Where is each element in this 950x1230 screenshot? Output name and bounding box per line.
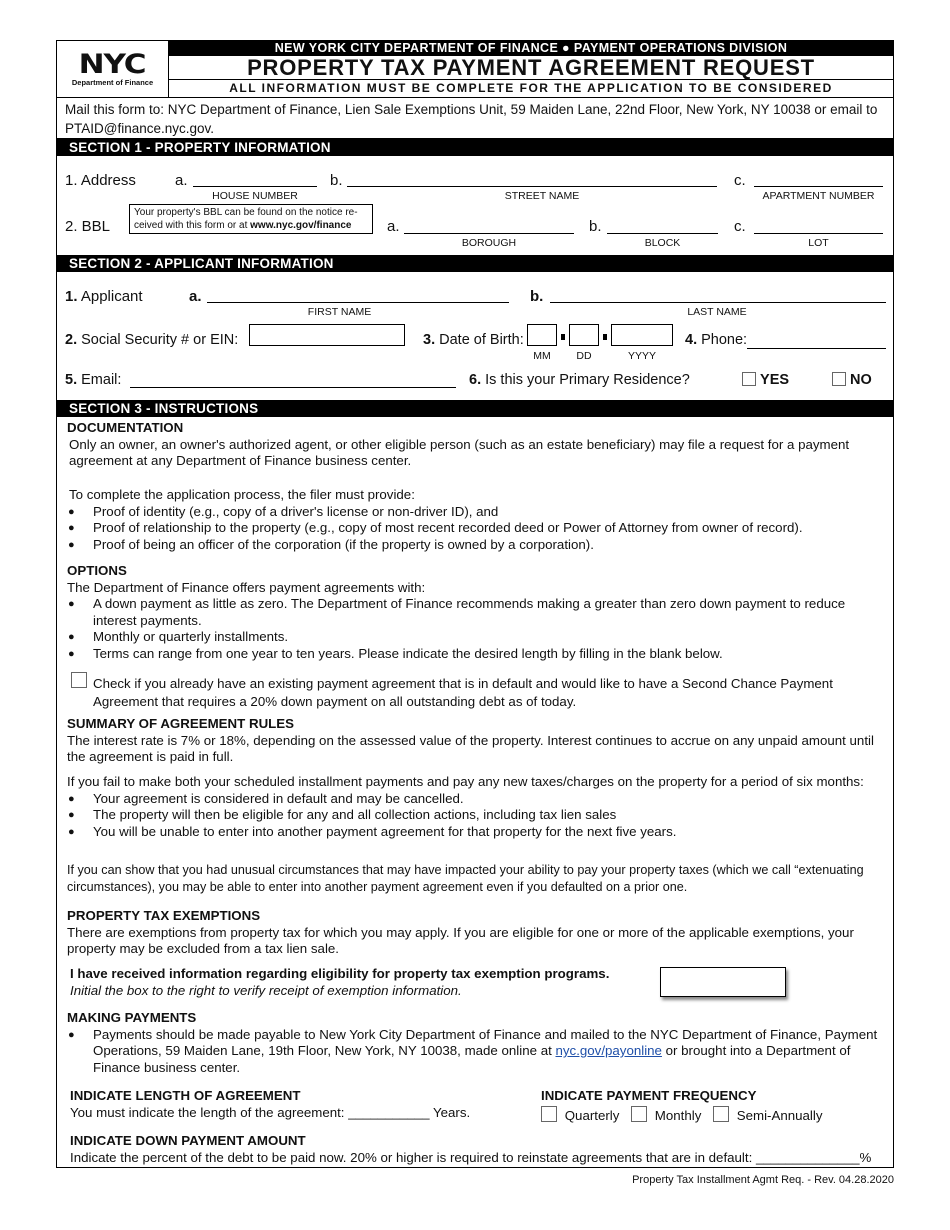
summary-text: The interest rate is 7% or 18%, depending on the assessed value of the property. Interest continues to accrue on any unpaid amount until the agreement is paid in full.	[67, 732, 874, 764]
dob-number: 3.	[423, 332, 436, 348]
section-1-body	[57, 156, 893, 255]
exemptions-text: There are exemptions from property tax for which you may apply. If you are eligible for one or more of the applicable exemptions, your property may be excluded from a tax lien sale.	[67, 924, 854, 956]
email-label	[65, 372, 121, 388]
documentation-heading: DOCUMENTATION	[67, 420, 184, 435]
primary-yes-label: YES	[760, 372, 790, 388]
summary-heading: SUMMARY OF AGREEMENT RULES	[67, 716, 295, 731]
documentation-block	[67, 420, 887, 470]
payments-heading: MAKING PAYMENTS	[67, 1010, 197, 1025]
list-item: ● The property will then be eligible for any and all collection actions, including tax lien sales	[67, 807, 887, 824]
form-header	[57, 41, 893, 98]
payments-text-end: or brought into a Department of Finance business center.	[93, 1043, 851, 1075]
block-caption: BLOCK	[644, 237, 681, 249]
ssn-ein-input[interactable]	[249, 324, 405, 346]
dob-day-caption: DD	[576, 350, 592, 362]
options-block	[67, 563, 887, 662]
default-block	[67, 774, 887, 840]
list-item: ● You will be unable to enter into another payment agreement for that property for the next five years.	[67, 824, 887, 841]
address-c-label: c.	[734, 172, 746, 189]
dob-year-input[interactable]	[611, 324, 673, 346]
default-list	[67, 791, 887, 841]
length-block	[67, 1088, 487, 1121]
form-title: PROPERTY TAX PAYMENT AGREEMENT REQUEST	[169, 56, 893, 80]
dob-label	[423, 332, 524, 348]
dob-month-caption: MM	[533, 350, 551, 362]
section-2-body	[57, 272, 893, 400]
options-intro: The Department of Finance offers payment agreements with:	[67, 579, 426, 595]
first-name-caption: FIRST NAME	[307, 306, 372, 318]
frequency-options	[541, 1105, 881, 1125]
phone-label	[685, 332, 747, 348]
nyc-logo-mark: NYC	[79, 48, 146, 80]
down-payment-text: Indicate the percent of the debt to be paid now. 20% or higher is required to reinstate agreements that are in default: ______________%	[70, 1149, 872, 1165]
semi-annually-checkbox[interactable]	[713, 1106, 729, 1122]
ssn-number: 2.	[65, 332, 78, 348]
applicant-b-label: b.	[530, 288, 544, 305]
bbl-note-link: www.nyc.gov/finance	[250, 220, 352, 231]
apartment-number-field[interactable]	[754, 186, 883, 187]
primary-residence-number: 6.	[469, 372, 482, 388]
exemptions-block	[67, 908, 887, 958]
second-chance-checkbox[interactable]	[71, 672, 87, 688]
bbl-note-line-1: Your property's BBL can be found on the notice re-	[134, 207, 358, 218]
primary-yes-option[interactable]	[742, 372, 789, 388]
house-number-caption: HOUSE NUMBER	[212, 190, 298, 202]
lot-field[interactable]	[754, 233, 883, 234]
received-instruction: Initial the box to the right to verify receipt of exemption information.	[70, 982, 462, 998]
bbl-label: 2. BBL	[65, 218, 111, 235]
section-3-body	[57, 417, 893, 1172]
length-heading: INDICATE LENGTH OF AGREEMENT	[70, 1088, 301, 1103]
monthly-label: Monthly	[654, 1107, 702, 1123]
address-label: 1. Address	[65, 172, 136, 189]
frequency-heading: INDICATE PAYMENT FREQUENCY	[541, 1088, 757, 1103]
primary-no-checkbox[interactable]	[832, 372, 846, 386]
provide-list	[67, 504, 887, 554]
payments-list	[67, 1027, 887, 1077]
list-item: ● Proof of identity (e.g., copy of a driver's license or non-driver ID), and	[67, 504, 887, 521]
received-statement: I have received information regarding eligibility for property tax exemption programs.	[70, 966, 610, 981]
extenuating-text: If you can show that you had unusual circumstances that may have impacted your ability to pay your property taxes (which we call “extenuating circumstances), you may be able to enter into another payment agreement even if you defaulted on a prior one.	[67, 863, 864, 894]
down-payment-heading: INDICATE DOWN PAYMENT AMOUNT	[70, 1133, 306, 1148]
phone-number: 4.	[685, 332, 698, 348]
mail-instructions: Mail this form to: NYC Department of Finance, Lien Sale Exemptions Unit, 59 Maiden Lane, 22nd Floor, New York, NY 10038 or email to PTAID@finance.nyc.gov.	[57, 98, 893, 139]
apartment-number-caption: APARTMENT NUMBER	[762, 190, 875, 202]
bbl-note-line-2: ceived with this form or at	[134, 220, 251, 231]
address-b-label: b.	[330, 172, 343, 189]
bbl-a-label: a.	[387, 218, 400, 235]
payonline-link[interactable]: nyc.gov/payonline	[555, 1043, 662, 1058]
dob-day-input[interactable]	[569, 324, 599, 346]
length-text: You must indicate the length of the agreement: ___________ Years.	[70, 1104, 471, 1120]
phone-text: Phone:	[701, 332, 748, 348]
email-text: Email:	[81, 372, 122, 388]
second-chance-text: Check if you already have an existing payment agreement that is in default and would like to have a Second Chance Payment Agreement that requires a 20% down payment on all outstanding debt as of today.	[93, 676, 833, 709]
list-item: ● Proof of relationship to the property (e.g., copy of most recent recorded deed or Power of Attorney from owner of record).	[67, 520, 887, 537]
dob-text: Date of Birth:	[439, 332, 524, 348]
dob-year-caption: YYYY	[627, 350, 656, 362]
quarterly-checkbox[interactable]	[541, 1106, 557, 1122]
last-name-caption: LAST NAME	[687, 306, 747, 318]
ssn-text: Social Security # or EIN:	[81, 332, 239, 348]
email-field[interactable]	[130, 387, 456, 388]
borough-field[interactable]	[404, 233, 574, 234]
primary-no-option[interactable]	[832, 372, 872, 388]
email-number: 5.	[65, 372, 78, 388]
form-page	[56, 40, 894, 1168]
section-2-title: SECTION 2 - APPLICANT INFORMATION	[57, 255, 893, 272]
primary-residence-text: Is this your Primary Residence?	[485, 372, 690, 388]
second-chance-block	[67, 672, 887, 711]
initials-box[interactable]	[660, 967, 786, 997]
form-frame	[56, 40, 894, 1168]
nyc-logo-subtitle: Department of Finance	[71, 77, 154, 87]
last-name-field[interactable]	[550, 302, 886, 303]
payments-text-start: Payments should be made payable to New York City Department of Finance and mailed to the NYC Department of Finance, Payment Operations, 59 Maiden Lane, 19th Floor, New York, NY 10038, made online at	[93, 1026, 878, 1058]
applicant-number: 1.	[65, 288, 78, 305]
nyc-logo	[57, 41, 169, 97]
house-number-field[interactable]	[193, 186, 317, 187]
dob-month-input[interactable]	[527, 324, 557, 346]
quarterly-label: Quarterly	[564, 1107, 620, 1123]
list-item	[67, 1027, 887, 1077]
default-intro: If you fail to make both your scheduled installment payments and pay any new taxes/charges on the property for a period of six months:	[67, 774, 864, 789]
address-a-label: a.	[175, 172, 188, 189]
bbl-c-label: c.	[734, 218, 746, 235]
down-payment-block	[67, 1133, 887, 1166]
provide-block	[67, 487, 887, 553]
dob-separator-2	[603, 334, 607, 340]
phone-field[interactable]	[747, 348, 886, 349]
list-item: ● Proof of being an officer of the corporation (if the property is owned by a corporation).	[67, 537, 887, 554]
summary-block	[67, 716, 887, 766]
borough-caption: BOROUGH	[461, 237, 517, 249]
semi-annually-label: Semi-Annually	[736, 1107, 823, 1123]
form-subtitle: ALL INFORMATION MUST BE COMPLETE FOR THE APPLICATION TO BE CONSIDERED	[229, 81, 833, 95]
section-3-title: SECTION 3 - INSTRUCTIONS	[57, 400, 893, 417]
ssn-label	[65, 332, 238, 348]
list-item: ● A down payment as little as zero. The Department of Finance recommends making a greater than zero down payment to reduce interest payments.	[67, 596, 887, 629]
options-heading: OPTIONS	[67, 563, 127, 578]
list-item: ● Your agreement is considered in default and may be cancelled.	[67, 791, 887, 808]
primary-residence-label	[469, 372, 690, 388]
documentation-text: Only an owner, an owner's authorized agent, or other eligible person (such as an estate beneficiary) may file a request for a payment agreement at any Department of Finance business center.	[69, 436, 850, 468]
applicant-text: Applicant	[80, 288, 143, 305]
provide-intro: To complete the application process, the filer must provide:	[69, 487, 415, 502]
primary-no-label: NO	[850, 372, 872, 388]
list-item: ● Monthly or quarterly installments.	[67, 629, 887, 646]
applicant-a-label: a.	[189, 288, 202, 305]
frequency-block	[541, 1088, 881, 1124]
bbl-b-label: b.	[589, 218, 602, 235]
form-revision-footer: Property Tax Installment Agmt Req. - Rev. 04.28.2020	[632, 1174, 894, 1186]
options-list	[67, 596, 887, 662]
primary-yes-checkbox[interactable]	[742, 372, 756, 386]
applicant-label	[65, 288, 143, 305]
monthly-checkbox[interactable]	[631, 1106, 647, 1122]
exemptions-heading: PROPERTY TAX EXEMPTIONS	[67, 908, 261, 923]
section-1-title: SECTION 1 - PROPERTY INFORMATION	[57, 139, 893, 156]
agency-banner: NEW YORK CITY DEPARTMENT OF FINANCE ● PAYMENT OPERATIONS DIVISION	[169, 41, 893, 56]
bbl-note	[129, 204, 373, 234]
list-item: ● Terms can range from one year to ten years. Please indicate the desired length by filling in the blank below.	[67, 646, 887, 663]
street-name-caption: STREET NAME	[504, 190, 580, 202]
street-name-field[interactable]	[347, 186, 717, 187]
block-field[interactable]	[607, 233, 718, 234]
lot-caption: LOT	[808, 237, 829, 249]
dob-separator-1	[561, 334, 565, 340]
payments-block	[67, 1010, 887, 1076]
first-name-field[interactable]	[207, 302, 509, 303]
